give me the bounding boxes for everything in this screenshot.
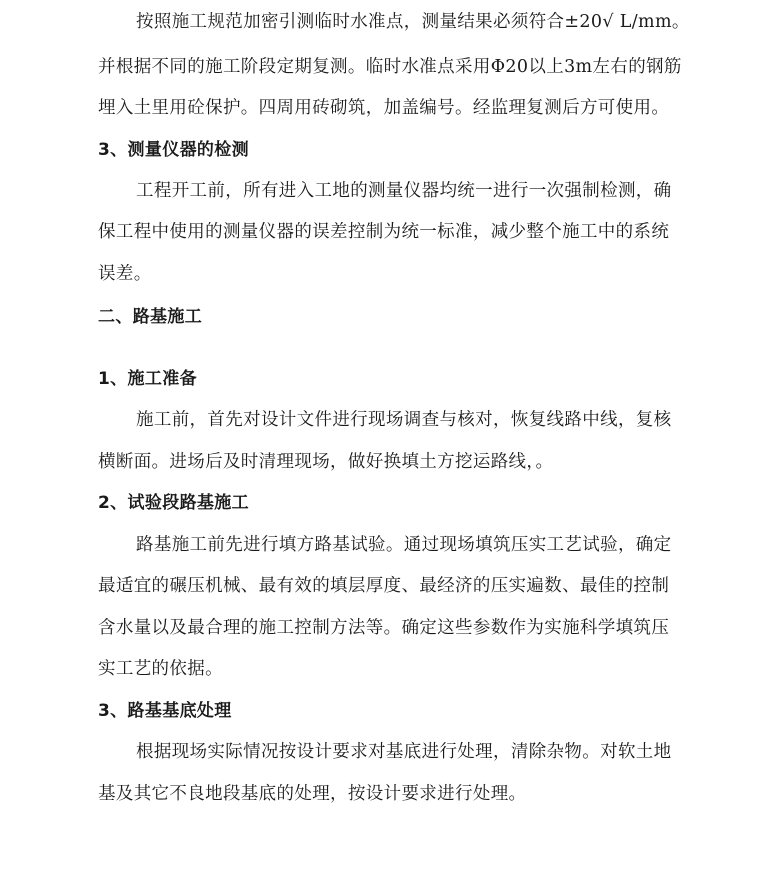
section-heading: 2、试验段路基施工 [98, 493, 249, 513]
chapter-heading: 二、路基施工 [98, 307, 203, 327]
section-heading: 1、施工准备 [98, 369, 197, 389]
paragraph-line: 埋入土里用砼保护。四周用砖砌筑，加盖编号。经监理复测后方可使用。 [98, 98, 670, 118]
paragraph-line: 基及其它不良地段基底的处理，按设计要求进行处理。 [98, 784, 527, 804]
paragraph-line: 最适宜的碾压机械、最有效的填层厚度、最经济的压实遍数、最佳的控制 [98, 576, 670, 596]
paragraph-line: 施工前，首先对设计文件进行现场调查与核对，恢复线路中线，复核 [136, 410, 672, 430]
paragraph-line: 实工艺的依据。 [98, 659, 223, 679]
paragraph-line: 保工程中使用的测量仪器的误差控制为统一标准，减少整个施工中的系统 [98, 222, 670, 242]
paragraph-line: 路基施工前先进行填方路基试验。通过现场填筑压实工艺试验，确定 [136, 535, 672, 555]
paragraph-line: 含水量以及最合理的施工控制方法等。确定这些参数作为实施科学填筑压 [98, 618, 670, 638]
paragraph-line: 横断面。进场后及时清理现场，做好换填土方挖运路线，。 [98, 452, 554, 472]
section-heading: 3、路基基底处理 [98, 701, 232, 721]
section-heading: 3、测量仪器的检测 [98, 140, 249, 160]
paragraph-line: 工程开工前，所有进入工地的测量仪器均统一进行一次强制检测，确 [136, 181, 672, 201]
paragraph-line: 按照施工规范加密引测临时水准点，测量结果必须符合±20√ L/mm。 [136, 12, 690, 32]
paragraph-line: 误差。 [98, 264, 152, 284]
paragraph-line: 并根据不同的施工阶段定期复测。临时水准点采用Φ20以上3m左右的钢筋 [98, 57, 682, 77]
paragraph-line: 根据现场实际情况按设计要求对基底进行处理，清除杂物。对软土地 [136, 742, 672, 762]
